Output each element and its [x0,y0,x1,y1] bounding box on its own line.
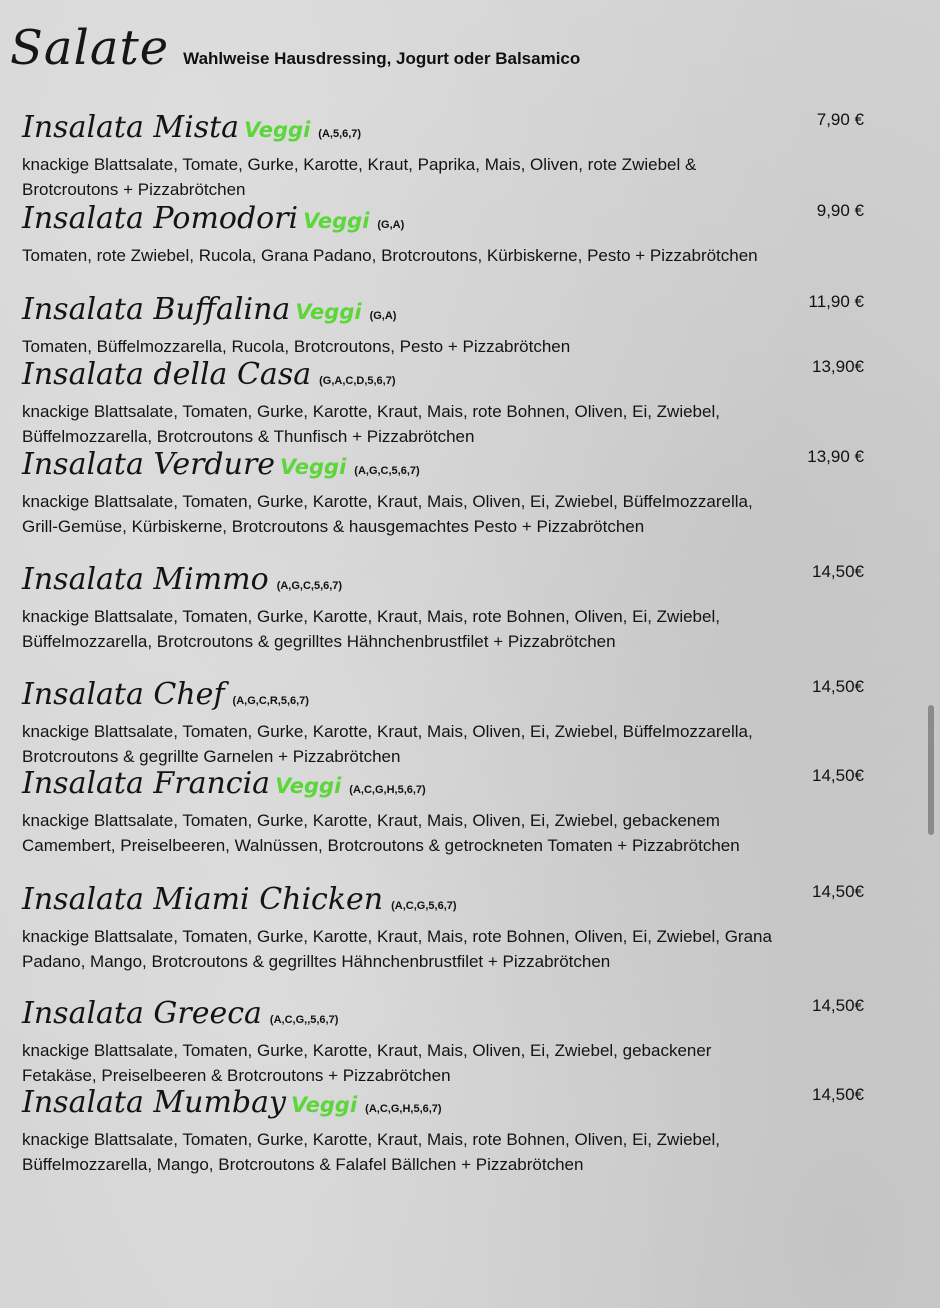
menu-item-description: knackige Blattsalate, Tomaten, Gurke, Karotte, Kraut, Mais, rote Bohnen, Oliven, Ei, Zwiebel, Büffelmozzarella, Brotcroutons & gegrilltes Hähnchenbrustfilet + Pizzabrötchen [22,607,720,651]
menu-item-heading [22,882,872,924]
veggi-badge: Veggi [295,300,362,324]
scrollbar-thumb[interactable] [928,705,934,835]
menu-item-description: Tomaten, rote Zwiebel, Rucola, Grana Padano, Brotcroutons, Kürbiskerne, Pesto + Pizzabrötchen [22,246,758,265]
allergen-codes: (A,G,C,5,6,7) [354,465,420,477]
menu-item-heading [22,562,872,604]
allergen-codes: (A,C,G,H,5,6,7) [365,1103,442,1115]
allergen-codes: (G,A) [369,310,397,322]
allergen-codes: (G,A) [377,219,405,231]
menu-header [10,20,580,76]
menu-item-name: Insalata Verdure [22,447,276,482]
veggi-badge: Veggi [290,1093,358,1117]
menu-item-price: 14,50€ [812,996,864,1015]
menu-item [22,562,872,654]
menu-item-name: Insalata della Casa [22,357,312,392]
menu-item-name: Insalata Buffalina [22,292,291,327]
menu-item [22,447,872,539]
menu-item-name: Insalata Pomodori [22,201,299,236]
menu-item-name: Insalata Mimmo [22,562,269,597]
section-title: Salate [10,20,170,76]
allergen-codes: (G,A,C,D,5,6,7) [319,375,396,387]
menu-item-name: Insalata Greeca [22,996,262,1031]
allergen-codes: (A,G,C,R,5,6,7) [232,695,309,707]
menu-item-description: knackige Blattsalate, Tomaten, Gurke, Karotte, Kraut, Mais, Oliven, Ei, Zwiebel, Büffelmozzarella, Brotcroutons & gegrillte Garnelen + Pizzabrötchen [22,722,753,766]
menu-item-description: knackige Blattsalate, Tomaten, Gurke, Karotte, Kraut, Mais, Oliven, Ei, Zwiebel, gebackenem Camembert, Preiselbeeren, Walnüssen, Brotcroutons & getrockneten Tomaten + Pizzabrötchen [22,811,740,855]
menu-item [22,677,872,769]
allergen-codes: (A,5,6,7) [318,128,362,140]
menu-item [22,1085,872,1177]
menu-item-heading [22,766,872,808]
menu-item-price: 14,50€ [812,1085,864,1104]
menu-item-price: 11,90 € [808,292,864,311]
menu-item-description: knackige Blattsalate, Tomate, Gurke, Karotte, Kraut, Paprika, Mais, Oliven, rote Zwiebel & Brotcroutons + Pizzabrötchen [22,155,697,199]
menu-item [22,292,872,359]
menu-item-price: 13,90 € [807,447,864,466]
menu-item [22,882,872,974]
menu-item-name: Insalata Francia [22,766,271,801]
menu-item-price: 9,90 € [816,201,864,220]
menu-item [22,110,872,202]
menu-item-description: knackige Blattsalate, Tomaten, Gurke, Karotte, Kraut, Mais, Oliven, Ei, Zwiebel, gebackener Fetakäse, Preiselbeeren & Brotcroutons + Pizzabrötchen [22,1041,712,1085]
menu-item-price: 14,50€ [812,562,864,581]
veggi-badge: Veggi [303,209,370,233]
menu-item-description: knackige Blattsalate, Tomaten, Gurke, Karotte, Kraut, Mais, rote Bohnen, Oliven, Ei, Zwiebel, Büffelmozzarella, Brotcroutons & Thunfisch + Pizzabrötchen [22,402,720,446]
menu-item-heading [22,201,872,243]
menu-item-price: 14,50€ [812,677,864,696]
menu-item [22,766,872,858]
menu-item [22,996,872,1088]
menu-item-price: 14,50€ [812,766,864,785]
menu-item-heading [22,677,872,719]
allergen-codes: (A,C,G,5,6,7) [391,900,457,912]
menu-item-heading [22,292,872,334]
menu-item-price: 14,50€ [812,882,864,901]
menu-item [22,201,872,268]
menu-item-description: knackige Blattsalate, Tomaten, Gurke, Karotte, Kraut, Mais, rote Bohnen, Oliven, Ei, Zwiebel, Grana Padano, Mango, Brotcroutons & gegrilltes Hähnchenbrustfilet + Pizzabrötchen [22,927,772,971]
veggi-badge: Veggi [244,118,311,142]
menu-item-name: Insalata Chef [22,677,225,712]
menu-item-heading [22,357,872,399]
menu-item-description: Tomaten, Büffelmozzarella, Rucola, Brotcroutons, Pesto + Pizzabrötchen [22,337,571,356]
menu-item-name: Insalata Mista [22,110,240,145]
veggi-badge: Veggi [280,455,347,479]
menu-item [22,357,872,449]
menu-item-name: Insalata Miami Chicken [22,882,384,917]
menu-item-price: 13,90€ [812,357,864,376]
menu-item-heading [22,110,872,152]
allergen-codes: (A,G,C,5,6,7) [276,580,343,592]
menu-item-price: 7,90 € [816,110,864,129]
allergen-codes: (A,C,G,H,5,6,7) [349,784,426,796]
menu-item-description: knackige Blattsalate, Tomaten, Gurke, Karotte, Kraut, Mais, rote Bohnen, Oliven, Ei, Zwiebel, Büffelmozzarella, Mango, Brotcroutons & Falafel Bällchen + Pizzabrötchen [22,1130,720,1174]
allergen-codes: (A,C,G,,5,6,7) [269,1014,339,1026]
menu-item-name: Insalata Mumbay [22,1085,286,1120]
menu-item-heading [22,447,872,489]
section-subtitle: Wahlweise Hausdressing, Jogurt oder Balsamico [183,49,581,68]
menu-item-description: knackige Blattsalate, Tomaten, Gurke, Karotte, Kraut, Mais, Oliven, Ei, Zwiebel, Büffelmozzarella, Grill-Gemüse, Kürbiskerne, Brotcroutons & hausgemachtes Pesto + Pizzabrötchen [22,492,753,536]
menu-item-heading [22,1085,872,1127]
menu-item-heading [22,996,872,1038]
veggi-badge: Veggi [275,774,342,798]
